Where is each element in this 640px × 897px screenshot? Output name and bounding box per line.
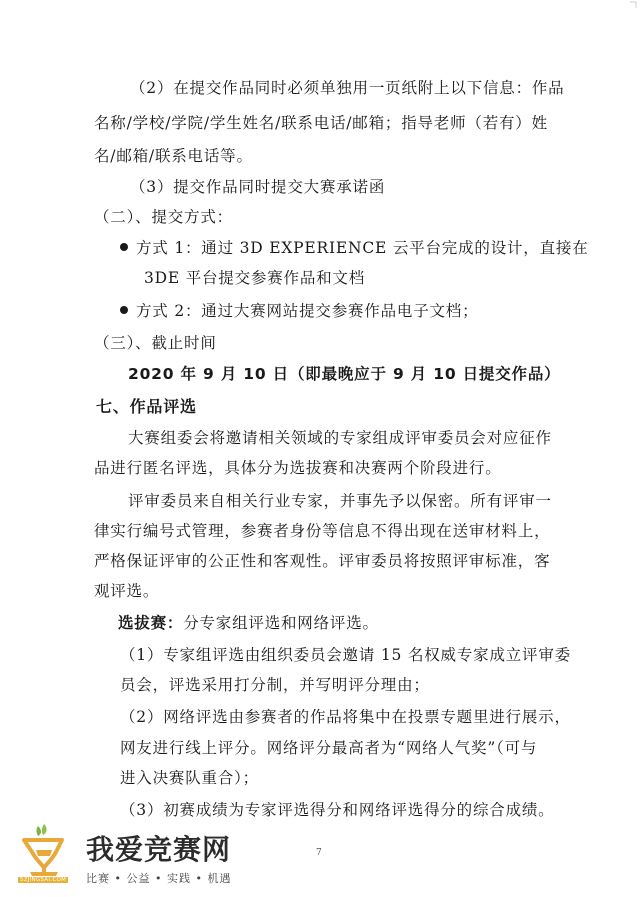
page-number: 7 (316, 848, 322, 858)
text-line: （3）初赛成绩为专家评选得分和网络评选得分的综合成绩。 (120, 801, 555, 819)
list-item-text: 方式 2：通过大赛网站提交参赛作品电子文档； (136, 302, 479, 320)
logo-slogan: 比赛 • 公益 • 实践 • 机遇 (86, 872, 232, 885)
text-line: 评审委员来自相关行业专家，并事先予以保密。所有评审一 (128, 492, 552, 510)
deadline-text: 2020 年 9 月 10 日（即最晚应于 9 月 10 日提交作品） (128, 365, 561, 383)
text-line: （1）专家组评选由组织委员会邀请 15 名权威专家成立评审委 (120, 646, 571, 664)
list-item (120, 301, 478, 321)
text-line: 员会，评选采用打分制，并写明评分理由； (120, 676, 430, 694)
list-item-text: 方式 1：通过 3D EXPERIENCE 云平台完成的设计，直接在 (136, 239, 589, 257)
text-line: 网友进行线上评分。网络评分最高者为“网络人气奖”（可与 (120, 739, 538, 757)
list-item (120, 238, 589, 258)
text-line: 品进行匿名评选，具体分为选拔赛和决赛两个阶段进行。 (94, 459, 502, 477)
text-line: 律实行编号式管理，参赛者身份等信息不得出现在送审材料上， (94, 522, 551, 540)
text-line: （三）、截止时间 (94, 334, 217, 352)
text-line: 观评选。 (94, 582, 160, 600)
text-line: （2）在提交作品同时必须单独用一页纸附上以下信息：作品 (130, 79, 565, 97)
page-corner-mark (600, 0, 640, 20)
text-line: 进入决赛队重合）； (120, 769, 259, 787)
logo-domain-text: 52JINGSAI.COM (20, 877, 67, 883)
text-line: （3）提交作品同时提交大赛承诺函 (130, 178, 386, 196)
text-line: 严格保证评审的公正性和客观性。评审委员将按照评审标准，客 (94, 552, 551, 570)
section-heading: 七、作品评选 (96, 397, 197, 416)
bullet-icon (120, 243, 128, 251)
bullet-icon (120, 306, 128, 314)
selection-round-text: 分专家组评选和网络评选。 (183, 614, 379, 632)
text-line: 名/邮箱/联系电话等。 (94, 147, 253, 165)
text-line: （2）网络评选由参赛者的作品将集中在投票专题里进行展示， (120, 708, 571, 726)
logo-title: 我爱竞赛网 (86, 833, 232, 866)
watermark-logo (16, 822, 256, 892)
selection-round-label: 选拔赛： (118, 614, 184, 632)
text-line: 名称/学校/学院/学生姓名/联系电话/邮箱；指导老师（若有）姓 (94, 114, 548, 132)
text-line: （二）、提交方式： (94, 208, 233, 226)
trophy-icon (16, 822, 76, 884)
text-line: 3DE 平台提交参赛作品和文档 (144, 269, 366, 287)
text-line: 大赛组委会将邀请相关领域的专家组成评审委员会对应征作 (128, 429, 552, 447)
text-line (118, 613, 379, 633)
